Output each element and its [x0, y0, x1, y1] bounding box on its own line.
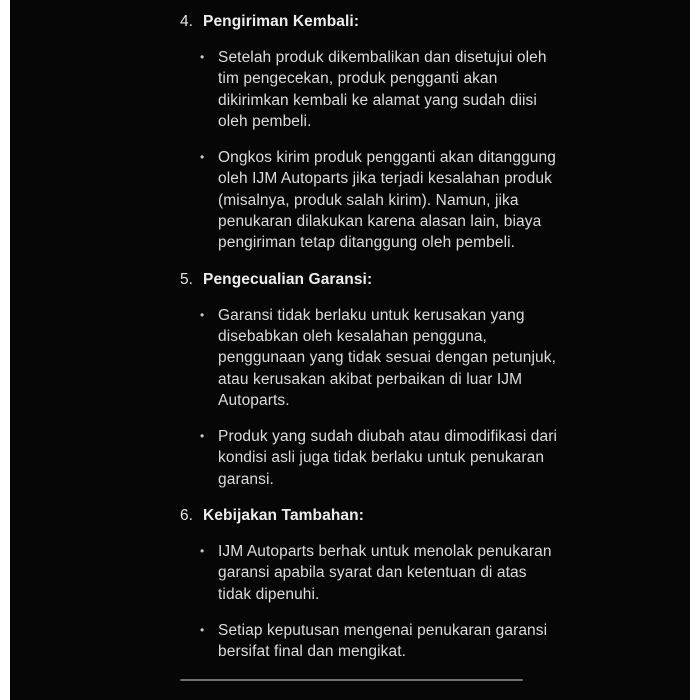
bullet-icon: • — [200, 429, 205, 444]
section-kebijakan-tambahan — [180, 505, 690, 662]
section-number: 6. — [180, 507, 193, 525]
bullet-text: Ongkos kirim produk pengganti akan ditanggung oleh IJM Autoparts jika terjadi kesalahan produk (misalnya, produk salah kirim). Namun, jika penukaran dilakukan karena alasan lain, biaya pengiriman tetap ditanggung oleh pembeli. — [218, 149, 556, 252]
bullet-text: Setelah produk dikembalikan dan disetujui oleh tim pengecekan, produk pengganti akan dikirimkan kembali ke alamat yang sudah diisi oleh pembeli. — [218, 49, 547, 130]
section-title: Kebijakan Tambahan: — [203, 507, 364, 525]
bullet-item — [200, 305, 690, 411]
bullet-list — [180, 305, 690, 490]
bullet-icon: • — [200, 307, 205, 322]
bullet-list — [180, 541, 690, 662]
bullet-item — [200, 147, 690, 253]
right-white-edge — [690, 0, 700, 700]
section-heading — [180, 11, 690, 32]
bullet-list — [180, 47, 690, 254]
section-number: 5. — [180, 270, 193, 288]
bullet-item — [200, 47, 690, 132]
bullet-text: Garansi tidak berlaku untuk kerusakan yang disebabkan oleh kesalahan pengguna, penggunaan yang tidak sesuai dengan petunjuk, atau kerusakan akibat perbaikan di luar IJM Autoparts. — [218, 306, 557, 409]
policy-document — [10, 0, 690, 681]
section-heading — [180, 269, 690, 290]
bottom-divider — [180, 679, 523, 681]
bullet-text: Produk yang sudah diubah atau dimodifikasi dari kondisi asli juga tidak berlaku untuk penukaran garansi. — [218, 428, 558, 488]
bullet-icon: • — [200, 50, 205, 64]
bullet-icon: • — [200, 544, 205, 559]
section-pengecualian-garansi — [180, 269, 690, 490]
bullet-icon: • — [200, 150, 205, 165]
bullet-item — [200, 426, 690, 490]
bullet-text: IJM Autoparts berhak untuk menolak penukaran garansi apabila syarat dan ketentuan di atas tidak dipenuhi. — [218, 543, 552, 603]
bullet-item — [200, 620, 690, 663]
left-white-edge — [0, 0, 10, 700]
policy-document-panel — [10, 0, 690, 700]
section-pengiriman-kembali — [180, 11, 690, 254]
section-title: Pengecualian Garansi: — [203, 270, 373, 288]
bullet-text: Setiap keputusan mengenai penukaran garansi bersifat final dan mengikat. — [218, 621, 548, 661]
bullet-icon: • — [200, 622, 205, 637]
bullet-item — [200, 541, 690, 605]
section-number: 4. — [180, 13, 193, 30]
section-title: Pengiriman Kembali: — [203, 13, 360, 30]
section-heading — [180, 505, 690, 526]
